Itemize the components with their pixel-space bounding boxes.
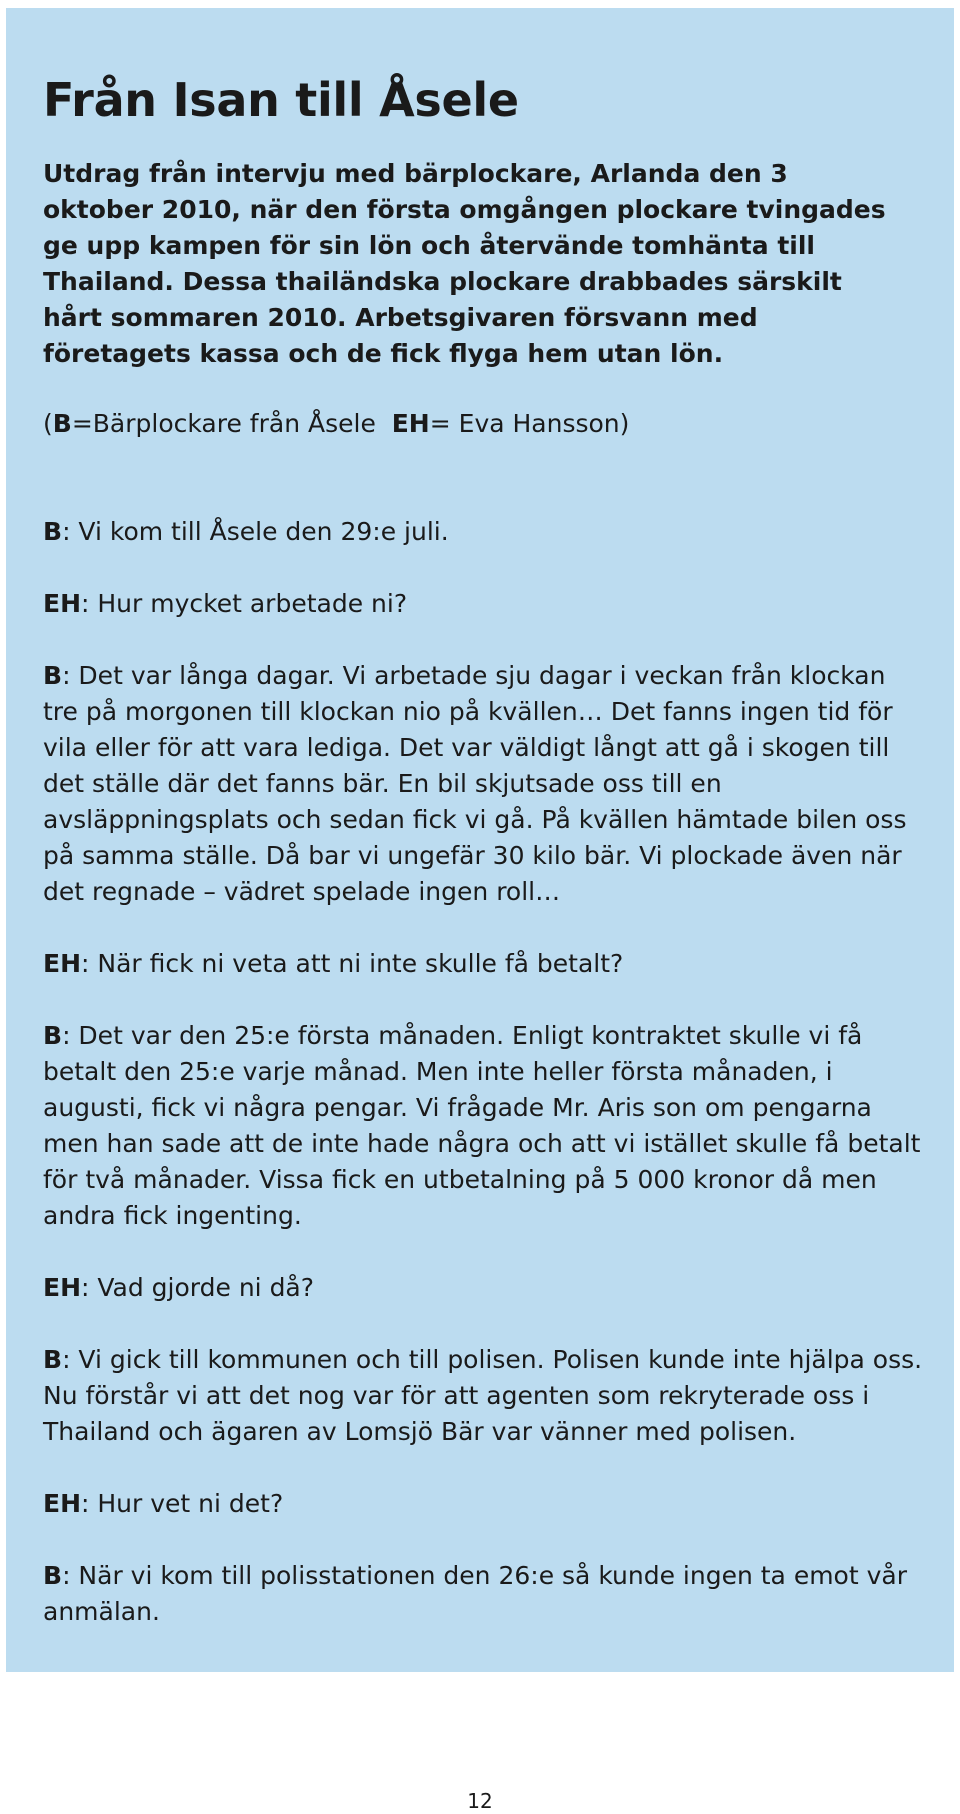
legend-b-key: B: [52, 409, 72, 438]
speaker-legend: [43, 406, 918, 442]
legend-eh-key: EH: [391, 409, 430, 438]
dialogue-turn: [43, 946, 923, 982]
speaker-label: B: [43, 517, 63, 546]
speaker-label: EH: [43, 589, 82, 618]
speaker-label: B: [43, 661, 63, 690]
turn-text: : När vi kom till polisstationen den 26:e så kunde ingen ta emot vår anmälan.: [43, 1561, 907, 1626]
interview-panel: [6, 8, 954, 1672]
legend-open: (: [43, 409, 53, 438]
speaker-label: EH: [43, 949, 82, 978]
legend-b-label: =Bärplockare från Åsele: [71, 409, 376, 438]
lead-paragraph: Utdrag från intervju med bärplockare, Arlanda den 3 oktober 2010, när den första omgången plockare tvingades ge upp kampen för sin lön och återvände tomhänta till Thailand. Dessa thailändska plockare drabbades särskilt hårt sommaren 2010. Arbetsgivaren försvann med företagets kassa och de fick flyga hem utan lön.: [43, 159, 886, 368]
page-number: 12: [467, 1789, 493, 1813]
dialogue-turn: [43, 1342, 923, 1450]
turn-text: : Hur vet ni det?: [81, 1489, 284, 1518]
dialogue-turn: [43, 514, 923, 550]
dialogue: [43, 514, 923, 1630]
turn-text: : Hur mycket arbetade ni?: [81, 589, 408, 618]
dialogue-turn: [43, 1486, 923, 1522]
turn-text: : Vi kom till Åsele den 29:e juli.: [62, 517, 449, 546]
dialogue-turn: [43, 658, 923, 910]
speaker-label: EH: [43, 1273, 82, 1302]
speaker-label: B: [43, 1561, 63, 1590]
dialogue-turn: [43, 1270, 923, 1306]
speaker-label: EH: [43, 1489, 82, 1518]
speaker-label: B: [43, 1345, 63, 1374]
turn-text: : När fick ni veta att ni inte skulle få betalt?: [81, 949, 624, 978]
turn-text: : Vad gjorde ni då?: [81, 1273, 315, 1302]
dialogue-turn: [43, 1018, 923, 1234]
dialogue-turn: [43, 586, 923, 622]
turn-text: : Det var långa dagar. Vi arbetade sju dagar i veckan från klockan tre på morgonen till klockan nio på kvällen… Det fanns ingen tid för vila eller för att vara lediga. Det var väldigt långt att gå i skogen till det ställe där det fanns bär. En bil skjutsade oss till en avsläppningsplats och sedan fick vi gå. På kvällen hämtade bilen oss på samma ställe. Då bar vi ungefär 30 kilo bär. Vi plockade även när det regnade – vädret spelade ingen roll…: [43, 661, 907, 906]
page-title: Från Isan till Åsele: [43, 73, 519, 127]
legend-eh-label: = Eva Hansson): [429, 409, 630, 438]
turn-text: : Det var den 25:e första månaden. Enligt kontraktet skulle vi få betalt den 25:e varje månad. Men inte heller första månaden, i augusti, fick vi några pengar. Vi frågade Mr. Aris son om pengarna men han sade att de inte hade några och att vi istället skulle få betalt för två månader. Vissa fick en utbetalning på 5 000 kronor då men andra fick ingenting.: [43, 1021, 921, 1230]
dialogue-turn: [43, 1558, 923, 1630]
turn-text: : Vi gick till kommunen och till polisen. Polisen kunde inte hjälpa oss. Nu förstår vi att det nog var för att agenten som rekryterade oss i Thailand och ägaren av Lomsjö Bär var vänner med polisen.: [43, 1345, 923, 1446]
speaker-label: B: [43, 1021, 63, 1050]
